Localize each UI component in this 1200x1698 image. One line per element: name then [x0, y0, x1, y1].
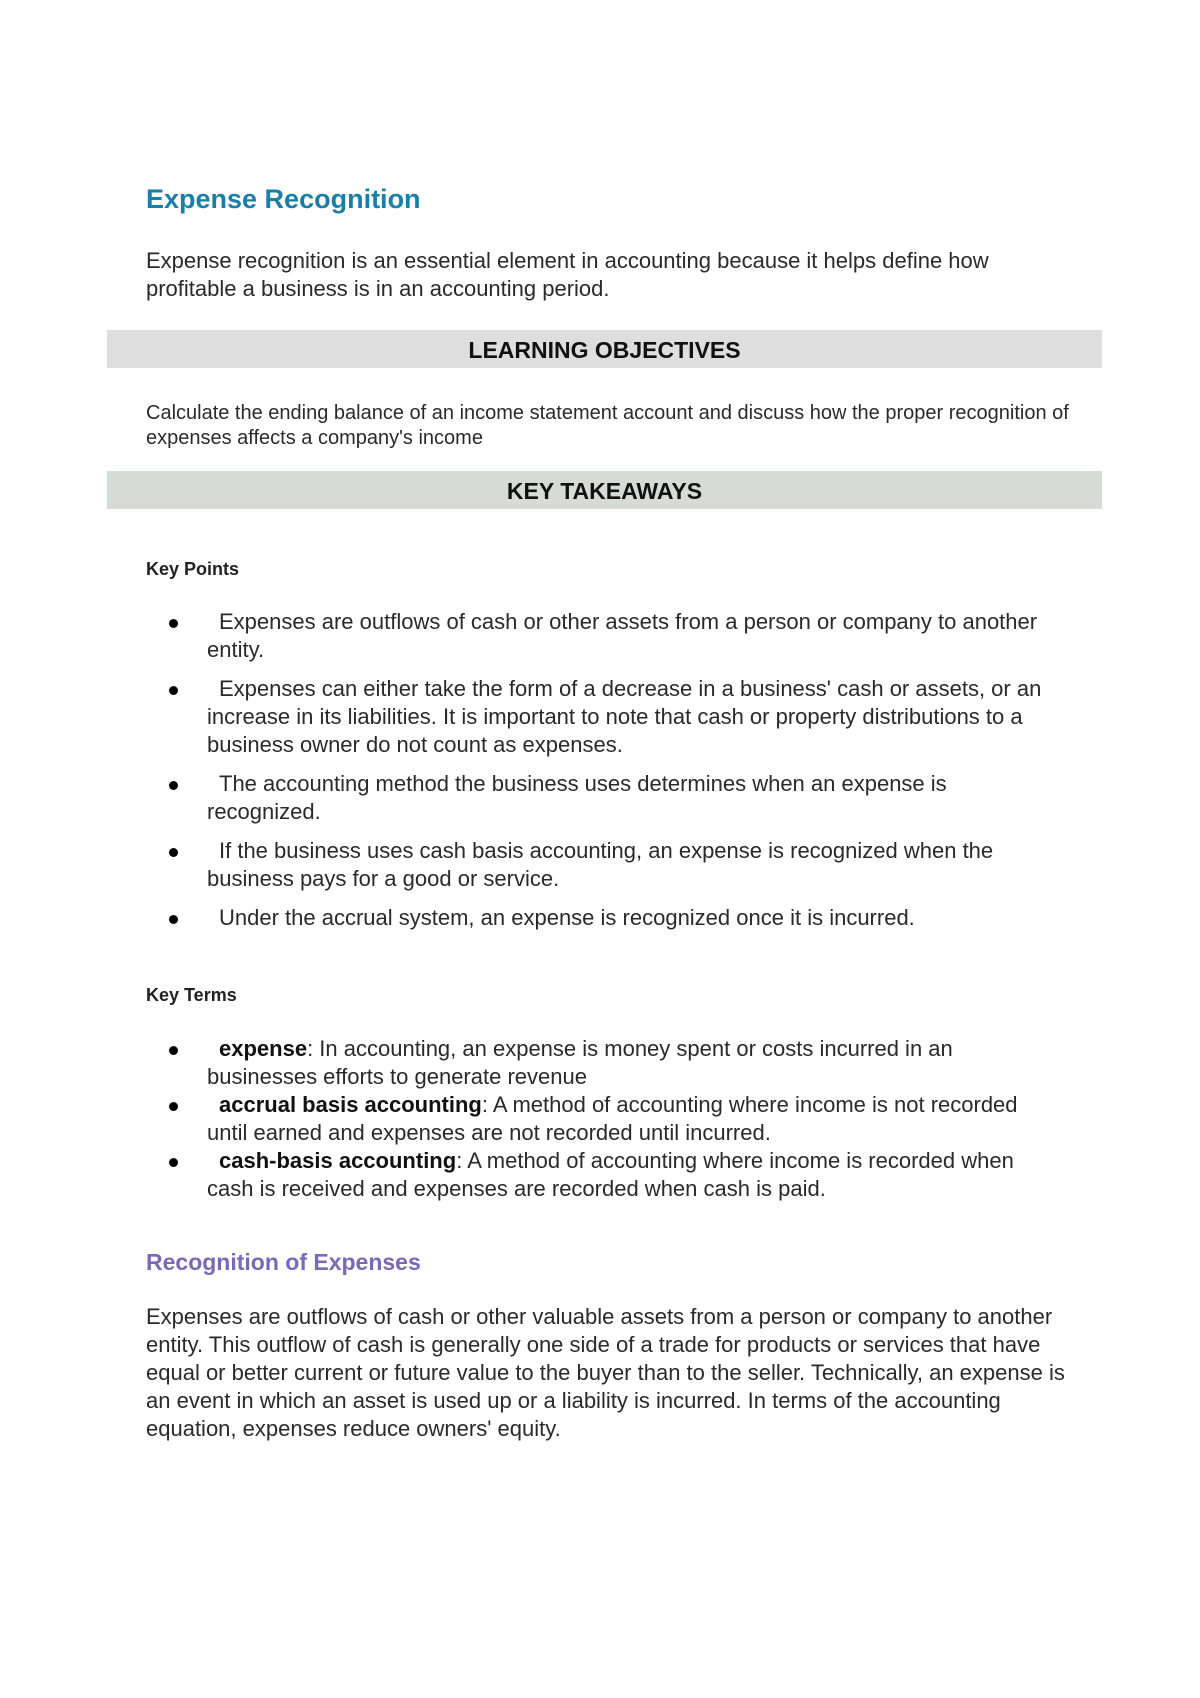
key-term-definition: : A method of accounting where income is not recorded until earned and expenses are not recorded until incurred. [207, 1092, 1018, 1145]
learning-objective-text: Calculate the ending balance of an income statement account and discuss how the proper recognition of expenses affects a company's income [146, 402, 1069, 449]
recognition-section-paragraph: Expenses are outflows of cash or other valuable assets from a person or company to another entity. This outflow of cash is generally one side of a trade for products or services that have equal or better current or future value to the buyer than to the seller. Technically, an expense is an event in which an asset is used up or a liability is incurred. In terms of the accounting equation, expenses reduce owners' equity. [146, 1304, 1065, 1441]
key-points-list [0, 608, 1200, 943]
key-terms-heading: Key Terms [146, 985, 237, 1005]
key-term-word: accrual basis accounting [219, 1092, 482, 1117]
key-point-text: If the business uses cash basis accounting, an expense is recognized when the business pays for a good or service. [207, 838, 994, 891]
key-takeaways-heading: KEY TAKEAWAYS [107, 471, 1102, 509]
document-title: Expense Recognition [146, 184, 421, 214]
learning-objectives-heading: LEARNING OBJECTIVES [107, 330, 1102, 368]
key-point-item [0, 770, 1052, 826]
bullet-icon [169, 1102, 178, 1111]
key-point-item [0, 837, 1052, 893]
key-term-definition: : A method of accounting where income is recorded when cash is received and expenses are recorded when cash is paid. [207, 1148, 1014, 1201]
key-point-item [0, 675, 1052, 759]
intro-paragraph: Expense recognition is an essential element in accounting because it helps define how profitable a business is in an accounting period. [146, 248, 989, 301]
key-term-item [0, 1147, 1052, 1203]
key-point-item [0, 608, 1052, 664]
bullet-icon [169, 1158, 178, 1167]
key-term-item [0, 1091, 1052, 1147]
key-point-item [0, 904, 1052, 932]
bullet-icon [169, 848, 178, 857]
key-point-text: Expenses can either take the form of a decrease in a business' cash or assets, or an increase in its liabilities. It is important to note that cash or property distributions to a business owner do not count as expenses. [207, 676, 1042, 757]
bullet-icon [169, 686, 178, 695]
key-point-text: Under the accrual system, an expense is recognized once it is incurred. [219, 905, 915, 930]
recognition-section-heading: Recognition of Expenses [146, 1249, 421, 1275]
bullet-icon [169, 781, 178, 790]
bullet-icon [169, 915, 178, 924]
key-term-item [0, 1035, 1052, 1091]
key-point-text: The accounting method the business uses determines when an expense is recognized. [207, 771, 947, 824]
bullet-icon [169, 1046, 178, 1055]
bullet-icon [169, 619, 178, 628]
key-points-heading: Key Points [146, 559, 240, 579]
key-term-word: cash-basis accounting [219, 1148, 457, 1173]
key-point-text: Expenses are outflows of cash or other assets from a person or company to another entity. [207, 609, 1038, 662]
key-term-word: expense [219, 1036, 308, 1061]
key-term-definition: : In accounting, an expense is money spent or costs incurred in an businesses efforts to generate revenue [207, 1036, 953, 1089]
key-terms-list [0, 1035, 1200, 1203]
